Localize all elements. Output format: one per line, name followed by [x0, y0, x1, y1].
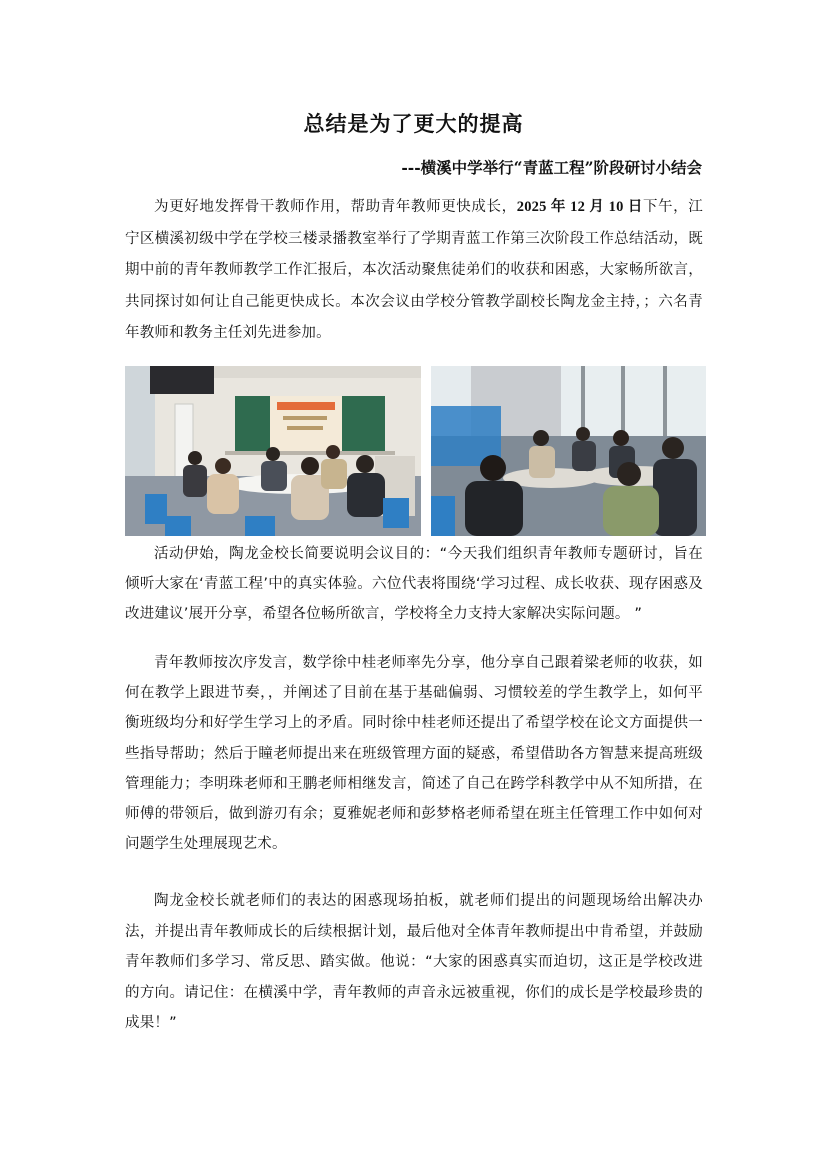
paragraph-intro	[125, 192, 703, 350]
intro-text-end: 下午，江宁区横溪初级中学在学校三楼录播教室举行了学期青蓝工作第三次阶段工作总结活动，既期中前的青年教师教学工作汇报后，本次活动聚焦徒弟们的收获和困惑，大家畅所欲言，共同探讨如何让自己能更快成长。本次会议由学校分管教学副校长陶龙金主持，；六名青年教师和教务主任刘先进参加。	[125, 199, 703, 342]
paragraph-teacher-sharing: 青年教师按次序发言，数学徐中桂老师率先分享，他分享自己跟着梁老师的收获，如何在教学上跟进节奏，，并阐述了目前在基于基础偏弱、习惯较差的学生教学上，如何平衡班级均分和好学生学习上的矛盾。同时徐中桂老师还提出了希望学校在论文方面提供一些指导帮助；然后于瞳老师提出来在班级管理方面的疑惑，希望借助各方智慧来提高班级管理能力；李明珠老师和王鹏老师相继发言，简述了自己在跨学科教学中从不知所措，在师傅的带领后，做到游刃有余；夏雅妮老师和彭梦格老师希望在班主任管理工作中如何对问题学生处理展现艺术。	[125, 655, 703, 853]
event-date: 2025 年 12 月 10 日	[516, 199, 643, 215]
document-subtitle: ---横溪中学举行“青蓝工程”阶段研讨小结会	[401, 158, 702, 177]
meeting-photo-2	[431, 366, 706, 536]
document-title: 总结是为了更大的提高	[303, 111, 524, 136]
paragraph-opening: 活动伊始，陶龙金校长简要说明会议目的：“今天我们组织青年教师专题研讨，旨在倾听大家在‘青蓝工程’中的真实体验。六位代表将围绕‘学习过程、成长收获、现存困惑及改进建议’展开分享，希望各位畅所欲言，学校将全力支持大家解决实际问题。 ”	[125, 546, 703, 622]
intro-text-start: 为更好地发挥骨干教师作用，帮助青年教师更快成长，	[154, 199, 517, 215]
meeting-photo-1	[125, 366, 421, 536]
paragraph-principal-summary: 陶龙金校长就老师们的表达的困惑现场拍板，就老师们提出的问题现场给出解决办法，并提出青年教师成长的后续根据计划，最后他对全体青年教师提出中肯希望，并鼓励青年教师们多学习、常反思、踏实做。他说：“大家的困惑真实而迫切，这正是学校改进的方向。请记住：在横溪中学，青年教师的声音永远被重视，你们的成长是学校最珍贵的成果！”	[125, 893, 703, 1032]
